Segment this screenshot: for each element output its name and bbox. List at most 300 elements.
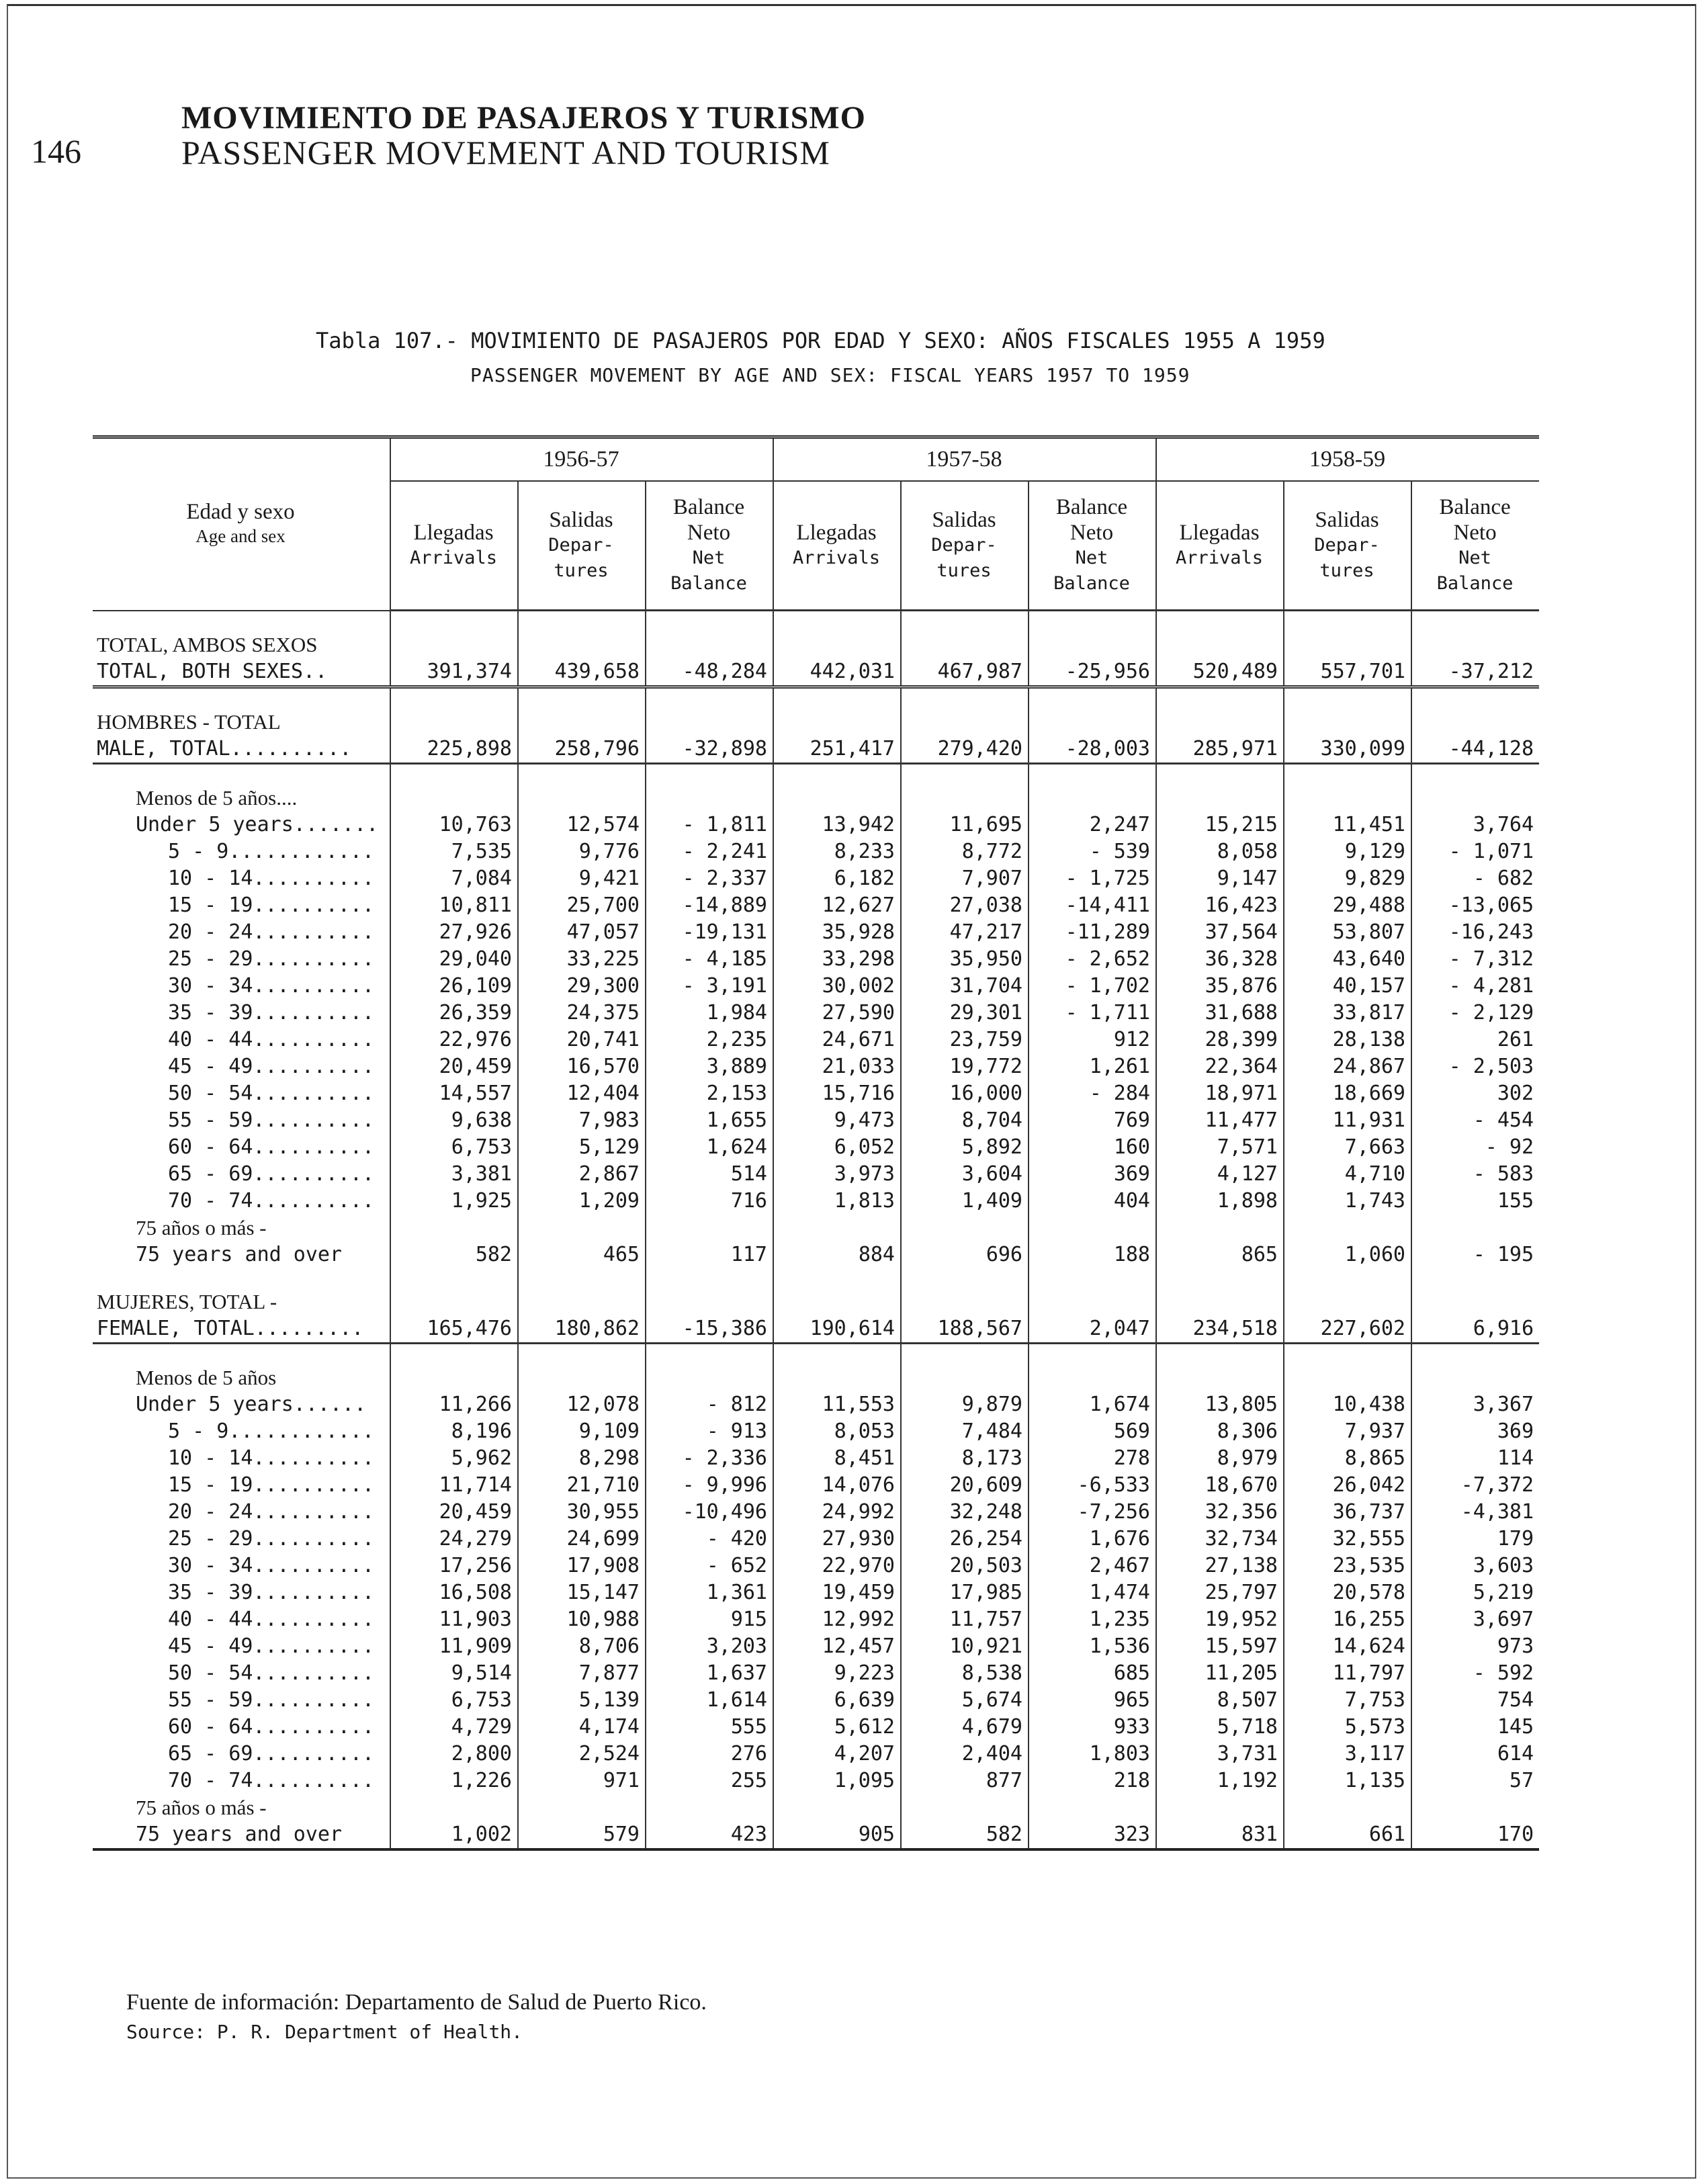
value-cell: - 3,191	[646, 973, 773, 1000]
value-cell: 19,772	[901, 1053, 1029, 1080]
departures-header-es: Salidas	[1315, 508, 1379, 532]
table-row	[93, 1579, 1539, 1606]
value-cell: 5,139	[518, 1687, 646, 1714]
value-cell: 27,038	[901, 892, 1029, 919]
value-cell: 7,484	[901, 1418, 1029, 1445]
value-cell: - 913	[646, 1418, 773, 1445]
empty-cell	[518, 1215, 646, 1241]
value-cell: 279,420	[901, 736, 1029, 764]
row-label: HOMBRES - TOTAL	[97, 710, 281, 734]
empty-cell	[901, 1268, 1029, 1288]
empty-cell	[646, 1344, 773, 1365]
value-cell: 27,926	[390, 919, 518, 946]
value-cell: 15,215	[1156, 812, 1284, 838]
value-cell: 8,233	[773, 838, 901, 865]
value-cell: 11,553	[773, 1391, 901, 1418]
value-cell: 696	[901, 1241, 1029, 1268]
empty-cell	[93, 764, 390, 785]
value-cell: 8,507	[1156, 1687, 1284, 1714]
value-cell: -4,381	[1411, 1499, 1539, 1526]
value-cell: 8,298	[518, 1445, 646, 1472]
passenger-table	[93, 435, 1539, 1851]
empty-cell	[1156, 1364, 1284, 1391]
departures-header	[518, 481, 646, 611]
value-cell: 4,679	[901, 1714, 1029, 1741]
empty-cell	[1284, 1288, 1411, 1315]
table-row	[93, 1606, 1539, 1633]
empty-cell	[1284, 764, 1411, 785]
value-cell: 8,053	[773, 1418, 901, 1445]
empty-cell	[1411, 1288, 1539, 1315]
value-cell: - 812	[646, 1391, 773, 1418]
value-cell: 225,898	[390, 736, 518, 764]
table-row	[93, 812, 1539, 838]
value-cell: 53,807	[1284, 919, 1411, 946]
empty-cell	[390, 764, 518, 785]
empty-cell	[773, 1268, 901, 1288]
value-cell: 16,255	[1284, 1606, 1411, 1633]
value-cell: 188,567	[901, 1315, 1029, 1344]
value-cell: 17,908	[518, 1553, 646, 1579]
empty-cell	[1029, 764, 1156, 785]
value-cell: 7,907	[901, 865, 1029, 892]
value-cell: 180,862	[518, 1315, 646, 1344]
empty-cell	[646, 764, 773, 785]
table-row	[93, 1027, 1539, 1053]
value-cell: 369	[1029, 1161, 1156, 1188]
value-cell: 915	[646, 1606, 773, 1633]
value-cell: 1,898	[1156, 1188, 1284, 1215]
value-cell: - 583	[1411, 1161, 1539, 1188]
value-cell: 276	[646, 1741, 773, 1767]
value-cell: 251,417	[773, 736, 901, 764]
value-cell: 27,138	[1156, 1553, 1284, 1579]
value-cell: 1,361	[646, 1579, 773, 1606]
value-cell: 16,508	[390, 1579, 518, 1606]
value-cell: 29,301	[901, 1000, 1029, 1027]
row-label: 75 years and over	[136, 1243, 343, 1266]
value-cell: 1,235	[1029, 1606, 1156, 1633]
table-title-en: PASSENGER MOVEMENT BY AGE AND SEX: FISCAL YEARS 1957 TO 1959	[470, 364, 1190, 386]
empty-cell	[518, 1268, 646, 1288]
value-cell: 8,865	[1284, 1445, 1411, 1472]
empty-cell	[773, 1794, 901, 1821]
row-label-es	[93, 785, 1539, 812]
value-cell: 8,173	[901, 1445, 1029, 1472]
table-row	[93, 1418, 1539, 1445]
value-cell: 22,364	[1156, 1053, 1284, 1080]
value-cell: 1,060	[1284, 1241, 1411, 1268]
value-cell: -6,533	[1029, 1472, 1156, 1499]
row-label: 50 - 54..........	[168, 1661, 375, 1685]
table-body	[93, 611, 1539, 1850]
value-cell: 47,217	[901, 919, 1029, 946]
value-cell: 10,988	[518, 1606, 646, 1633]
empty-cell	[1029, 1268, 1156, 1288]
empty-cell	[1156, 1344, 1284, 1365]
value-cell: 9,829	[1284, 865, 1411, 892]
value-cell: 57	[1411, 1767, 1539, 1794]
empty-cell	[390, 1364, 518, 1391]
empty-cell	[1029, 1344, 1156, 1365]
value-cell: 1,192	[1156, 1767, 1284, 1794]
value-cell: 22,970	[773, 1553, 901, 1579]
value-cell: 11,757	[901, 1606, 1029, 1633]
section-title-es: MOVIMIENTO DE PASAJEROS Y TURISMO	[181, 100, 866, 136]
value-cell: 261	[1411, 1027, 1539, 1053]
empty-cell	[93, 611, 390, 632]
empty-cell	[93, 1344, 390, 1365]
value-cell: 1,536	[1029, 1633, 1156, 1660]
year-header: 1956-57	[390, 437, 773, 482]
arrivals-header-es: Llegadas	[796, 521, 877, 545]
value-cell: 15,716	[773, 1080, 901, 1107]
value-cell: 1,813	[773, 1188, 901, 1215]
empty-cell	[1156, 709, 1284, 736]
value-cell: 11,797	[1284, 1660, 1411, 1687]
value-cell: 5,219	[1411, 1579, 1539, 1606]
value-cell: -25,956	[1029, 658, 1156, 687]
value-cell: 5,718	[1156, 1714, 1284, 1741]
empty-cell	[901, 1794, 1029, 1821]
empty-cell	[1284, 611, 1411, 632]
empty-cell	[646, 1364, 773, 1391]
value-cell: 33,298	[773, 946, 901, 973]
value-cell: - 4,281	[1411, 973, 1539, 1000]
value-cell: 1,226	[390, 1767, 518, 1794]
value-cell: -14,889	[646, 892, 773, 919]
empty-cell	[1029, 709, 1156, 736]
year-header: 1958-59	[1156, 437, 1539, 482]
value-cell: 190,614	[773, 1315, 901, 1344]
net-balance-header-es: Balance Neto	[1055, 495, 1128, 545]
net-balance-header-en: Net Balance	[1436, 548, 1514, 594]
value-cell: 8,706	[518, 1633, 646, 1660]
value-cell: 3,603	[1411, 1553, 1539, 1579]
value-cell: - 9,996	[646, 1472, 773, 1499]
value-cell: 28,138	[1284, 1027, 1411, 1053]
value-cell: 16,000	[901, 1080, 1029, 1107]
value-cell: - 2,337	[646, 865, 773, 892]
value-cell: 7,663	[1284, 1134, 1411, 1161]
value-cell: 47,057	[518, 919, 646, 946]
value-cell: 20,741	[518, 1027, 646, 1053]
empty-cell	[1156, 1288, 1284, 1315]
value-cell: - 652	[646, 1553, 773, 1579]
value-cell: 40,157	[1284, 973, 1411, 1000]
row-label: 35 - 39..........	[168, 1581, 375, 1604]
value-cell: 17,985	[901, 1579, 1029, 1606]
row-label: 55 - 59..........	[168, 1688, 375, 1712]
empty-cell	[1029, 1215, 1156, 1241]
empty-cell	[901, 1288, 1029, 1315]
label-header-en: Age and sex	[195, 526, 286, 547]
value-cell: 905	[773, 1821, 901, 1849]
empty-cell	[1411, 1794, 1539, 1821]
value-cell: 4,127	[1156, 1161, 1284, 1188]
value-cell: 877	[901, 1767, 1029, 1794]
row-label: 25 - 29..........	[168, 1527, 375, 1550]
empty-cell	[518, 1288, 646, 1315]
empty-cell	[1411, 785, 1539, 812]
value-cell: 12,627	[773, 892, 901, 919]
value-cell: - 1,711	[1029, 1000, 1156, 1027]
value-cell: 11,714	[390, 1472, 518, 1499]
table-row	[93, 892, 1539, 919]
male-total-label-es	[93, 709, 1539, 736]
value-cell: 1,209	[518, 1188, 646, 1215]
empty-cell	[1284, 631, 1411, 658]
empty-cell	[390, 1794, 518, 1821]
empty-cell	[1156, 785, 1284, 812]
value-cell: 9,776	[518, 838, 646, 865]
empty-cell	[773, 687, 901, 709]
value-cell: 557,701	[1284, 658, 1411, 687]
value-cell: 442,031	[773, 658, 901, 687]
total-label-es	[93, 631, 1539, 658]
value-cell: -37,212	[1411, 658, 1539, 687]
empty-cell	[1411, 709, 1539, 736]
empty-cell	[646, 1288, 773, 1315]
spacer-row	[93, 611, 1539, 632]
value-cell: 8,979	[1156, 1445, 1284, 1472]
value-cell: 3,731	[1156, 1741, 1284, 1767]
value-cell: 18,669	[1284, 1080, 1411, 1107]
value-cell: 179	[1411, 1526, 1539, 1553]
female-total-label-es	[93, 1288, 1539, 1315]
arrivals-header	[390, 481, 518, 611]
value-cell: 234,518	[1156, 1315, 1284, 1344]
empty-cell	[1284, 1215, 1411, 1241]
arrivals-header-es: Llegadas	[1179, 521, 1260, 545]
value-cell: 12,404	[518, 1080, 646, 1107]
empty-cell	[901, 709, 1029, 736]
net-balance-header	[646, 481, 773, 611]
value-cell: 685	[1029, 1660, 1156, 1687]
value-cell: 1,743	[1284, 1188, 1411, 1215]
value-cell: 24,867	[1284, 1053, 1411, 1080]
empty-cell	[1156, 1268, 1284, 1288]
value-cell: 258,796	[518, 736, 646, 764]
row-label-es	[93, 1215, 1539, 1241]
value-cell: 965	[1029, 1687, 1156, 1714]
value-cell: 2,524	[518, 1741, 646, 1767]
value-cell: 467,987	[901, 658, 1029, 687]
empty-cell	[1156, 611, 1284, 632]
table-row	[93, 1553, 1539, 1579]
value-cell: 9,473	[773, 1107, 901, 1134]
empty-cell	[646, 785, 773, 812]
value-cell: 9,147	[1156, 865, 1284, 892]
value-cell: 11,266	[390, 1391, 518, 1418]
value-cell: - 2,336	[646, 1445, 773, 1472]
value-cell: 13,805	[1156, 1391, 1284, 1418]
value-cell: 11,477	[1156, 1107, 1284, 1134]
value-cell: 14,076	[773, 1472, 901, 1499]
value-cell: - 195	[1411, 1241, 1539, 1268]
value-cell: 9,638	[390, 1107, 518, 1134]
value-cell: 255	[646, 1767, 773, 1794]
value-cell: 831	[1156, 1821, 1284, 1849]
value-cell: -15,386	[646, 1315, 773, 1344]
value-cell: - 420	[646, 1526, 773, 1553]
value-cell: 25,700	[518, 892, 646, 919]
empty-cell	[1284, 687, 1411, 709]
value-cell: 35,928	[773, 919, 901, 946]
arrivals-header-es: Llegadas	[413, 521, 494, 545]
table-row	[93, 1821, 1539, 1849]
value-cell: 26,109	[390, 973, 518, 1000]
empty-cell	[93, 687, 390, 709]
value-cell: 3,889	[646, 1053, 773, 1080]
arrivals-header	[1156, 481, 1284, 611]
value-cell: 6,639	[773, 1687, 901, 1714]
empty-cell	[1156, 764, 1284, 785]
value-cell: 555	[646, 1714, 773, 1741]
value-cell: 15,147	[518, 1579, 646, 1606]
empty-cell	[518, 785, 646, 812]
empty-cell	[901, 785, 1029, 812]
value-cell: -7,256	[1029, 1499, 1156, 1526]
value-cell: 31,704	[901, 973, 1029, 1000]
page-number: 146	[31, 132, 81, 170]
table-row	[93, 1767, 1539, 1794]
value-cell: 188	[1029, 1241, 1156, 1268]
empty-cell	[1284, 785, 1411, 812]
row-label: FEMALE, TOTAL.........	[93, 1315, 390, 1344]
value-cell: 423	[646, 1821, 773, 1849]
table-row	[93, 865, 1539, 892]
value-cell: 933	[1029, 1714, 1156, 1741]
row-label: 60 - 64..........	[168, 1715, 375, 1739]
row-label: 75 años o más -	[136, 1796, 267, 1819]
row-label: 25 - 29..........	[168, 947, 375, 971]
value-cell: 29,300	[518, 973, 646, 1000]
row-label: 45 - 49..........	[168, 1634, 375, 1658]
table-row	[93, 1499, 1539, 1526]
value-cell: - 7,312	[1411, 946, 1539, 973]
value-cell: 8,772	[901, 838, 1029, 865]
row-label: 15 - 19..........	[168, 1473, 375, 1497]
table-row	[93, 1134, 1539, 1161]
value-cell: 569	[1029, 1418, 1156, 1445]
row-label-es	[93, 1794, 1539, 1821]
value-cell: 145	[1411, 1714, 1539, 1741]
table-row	[93, 1714, 1539, 1741]
empty-cell	[1411, 1268, 1539, 1288]
arrivals-header	[773, 481, 901, 611]
value-cell: -10,496	[646, 1499, 773, 1526]
value-cell: 12,992	[773, 1606, 901, 1633]
empty-cell	[1029, 1288, 1156, 1315]
empty-cell	[901, 611, 1029, 632]
value-cell: - 1,702	[1029, 973, 1156, 1000]
value-cell: 1,984	[646, 1000, 773, 1027]
value-cell: 7,877	[518, 1660, 646, 1687]
empty-cell	[901, 1344, 1029, 1365]
value-cell: 15,597	[1156, 1633, 1284, 1660]
value-cell: 1,002	[390, 1821, 518, 1849]
value-cell: - 682	[1411, 865, 1539, 892]
table-row	[93, 946, 1539, 973]
value-cell: 170	[1411, 1821, 1539, 1849]
empty-cell	[773, 1288, 901, 1315]
arrivals-header-en: Arrivals	[792, 548, 881, 568]
empty-cell	[1284, 1364, 1411, 1391]
table-row	[93, 1161, 1539, 1188]
empty-cell	[773, 1344, 901, 1365]
value-cell: 25,797	[1156, 1579, 1284, 1606]
empty-cell	[93, 1268, 390, 1288]
empty-cell	[390, 785, 518, 812]
row-label: 60 - 64..........	[168, 1135, 375, 1159]
value-cell: 6,753	[390, 1134, 518, 1161]
value-cell: 9,879	[901, 1391, 1029, 1418]
value-cell: 19,459	[773, 1579, 901, 1606]
value-cell: 2,404	[901, 1741, 1029, 1767]
total-row	[93, 658, 1539, 687]
value-cell: 4,174	[518, 1714, 646, 1741]
row-label: 65 - 69..........	[168, 1162, 375, 1186]
net-balance-header	[1029, 481, 1156, 611]
spacer-row	[93, 1344, 1539, 1365]
label-header-es: Edad y sexo	[186, 500, 295, 525]
value-cell: -7,372	[1411, 1472, 1539, 1499]
value-cell: 20,459	[390, 1499, 518, 1526]
table-row	[93, 919, 1539, 946]
value-cell: 227,602	[1284, 1315, 1411, 1344]
empty-cell	[646, 631, 773, 658]
table-row	[93, 1687, 1539, 1714]
value-cell: - 92	[1411, 1134, 1539, 1161]
value-cell: 1,674	[1029, 1391, 1156, 1418]
value-cell: 26,254	[901, 1526, 1029, 1553]
empty-cell	[773, 1215, 901, 1241]
empty-cell	[518, 1794, 646, 1821]
value-cell: 5,612	[773, 1714, 901, 1741]
value-cell: 1,261	[1029, 1053, 1156, 1080]
empty-cell	[1156, 631, 1284, 658]
value-cell: 769	[1029, 1107, 1156, 1134]
empty-cell	[518, 631, 646, 658]
value-cell: 6,052	[773, 1134, 901, 1161]
value-cell: 3,367	[1411, 1391, 1539, 1418]
value-cell: 5,674	[901, 1687, 1029, 1714]
row-label: MUJERES, TOTAL -	[97, 1290, 277, 1313]
table-row	[93, 1445, 1539, 1472]
value-cell: 26,042	[1284, 1472, 1411, 1499]
value-cell: 10,438	[1284, 1391, 1411, 1418]
value-cell: 323	[1029, 1821, 1156, 1849]
value-cell: 14,557	[390, 1080, 518, 1107]
row-label: TOTAL, AMBOS SEXOS	[97, 633, 318, 656]
value-cell: -28,003	[1029, 736, 1156, 764]
value-cell: 9,223	[773, 1660, 901, 1687]
value-cell: - 4,185	[646, 946, 773, 973]
value-cell: 27,590	[773, 1000, 901, 1027]
table-row	[93, 973, 1539, 1000]
empty-cell	[773, 785, 901, 812]
section-title-en: PASSENGER MOVEMENT AND TOURISM	[181, 134, 830, 171]
spacer-row	[93, 687, 1539, 709]
spacer-row	[93, 1268, 1539, 1288]
net-balance-header-en: Net Balance	[1053, 548, 1130, 594]
value-cell: 11,931	[1284, 1107, 1411, 1134]
net-balance-header-es: Balance Neto	[672, 495, 745, 545]
value-cell: -16,243	[1411, 919, 1539, 946]
value-cell: 24,375	[518, 1000, 646, 1027]
value-cell: 2,800	[390, 1741, 518, 1767]
